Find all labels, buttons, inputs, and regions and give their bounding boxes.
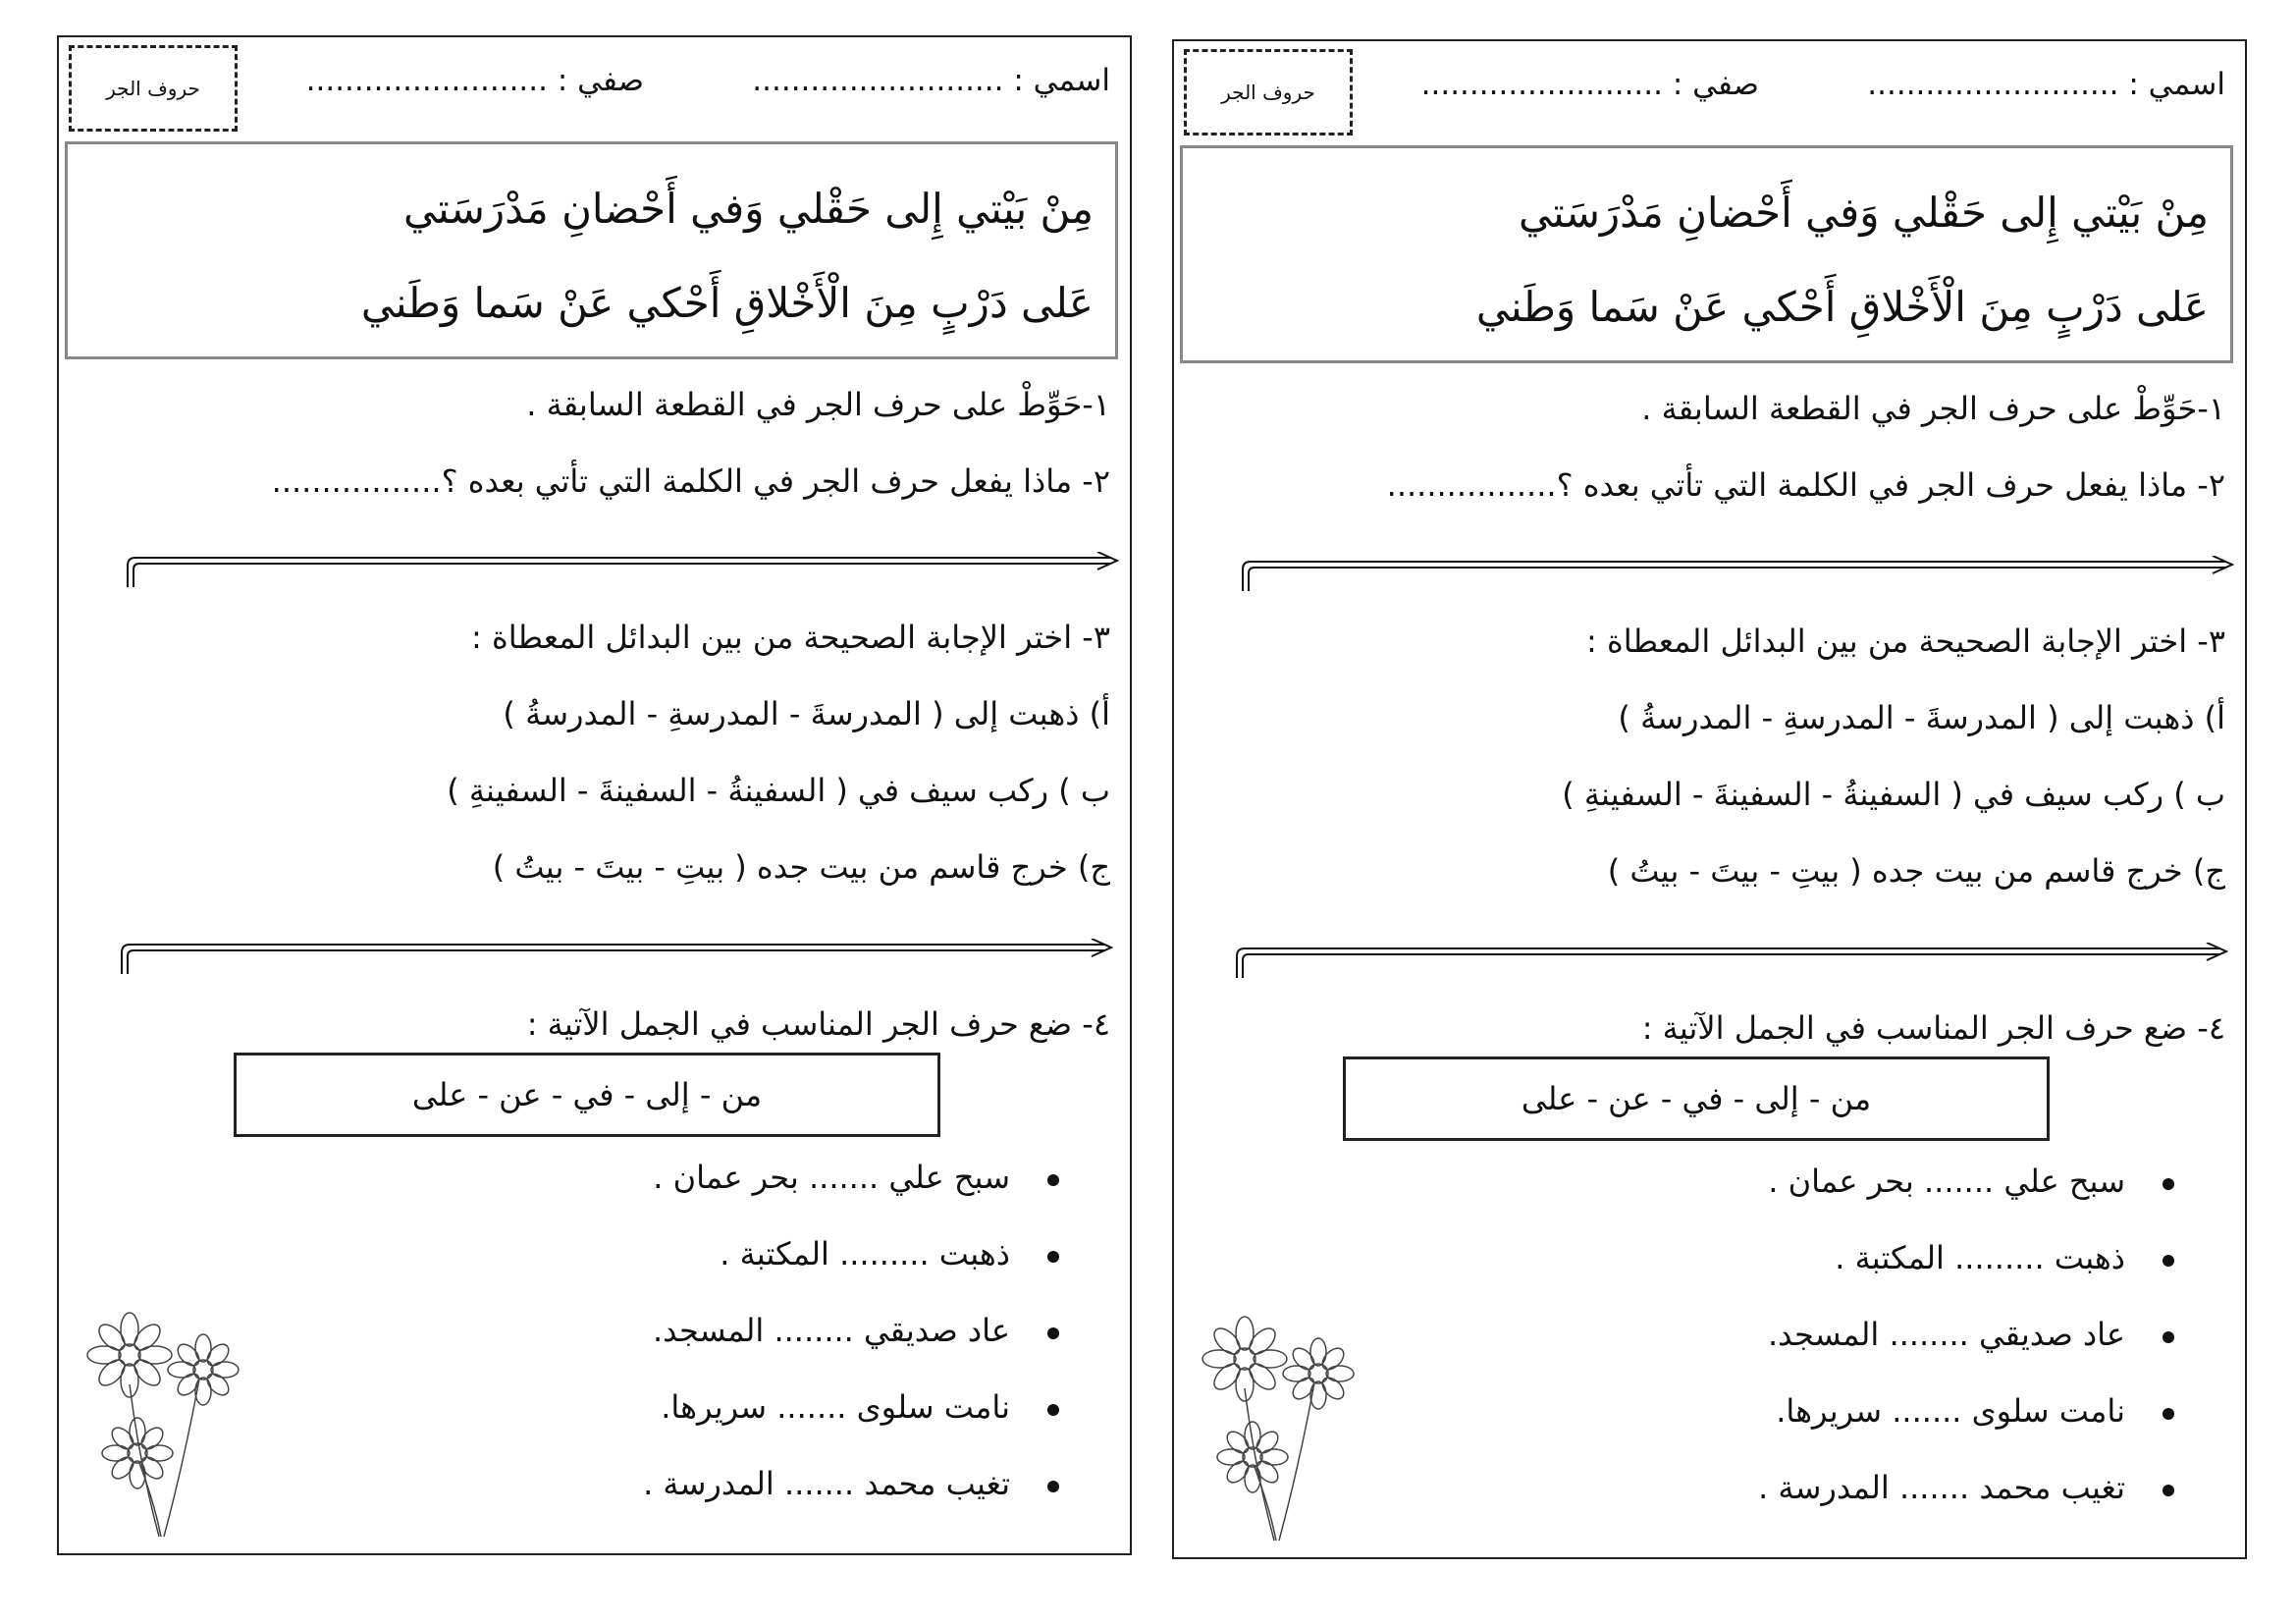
- sentence-item[interactable]: نامت سلوى ....... سريرها.: [643, 1388, 1059, 1465]
- question-1: ١-حَوِّطْ على حرف الجر في القطعة السابقة .: [526, 386, 1110, 423]
- name-field[interactable]: اسمي : ..........................: [752, 63, 1110, 98]
- sentence-item[interactable]: نامت سلوى ....... سريرها.: [1758, 1392, 2174, 1469]
- question-1: ١-حَوِّطْ على حرف الجر في القطعة السابقة .: [1641, 390, 2225, 427]
- word-bank: من - إلى - في - عن - على: [234, 1053, 940, 1137]
- poem-line-1: مِنْ بَيْتي إِلى حَقْلي وَفي أَحْضانِ مَدْرَسَتي: [1519, 189, 2209, 237]
- sentence-item[interactable]: عاد صديقي ........ المسجد.: [1758, 1316, 2174, 1392]
- question-3-c[interactable]: ج) خرج قاسم من بيت جده ( بيتِ - بيتَ - بيتُ ): [492, 848, 1110, 886]
- sentence-item[interactable]: عاد صديقي ........ المسجد.: [643, 1312, 1059, 1388]
- question-2[interactable]: ٢- ماذا يفعل حرف الجر في الكلمة التي تأتي بعده ؟.................: [1386, 466, 2225, 504]
- answer-arrow-1: [120, 552, 1121, 591]
- question-2[interactable]: ٢- ماذا يفعل حرف الجر في الكلمة التي تأتي بعده ؟.................: [271, 462, 1110, 500]
- worksheet-left: [57, 35, 1132, 1555]
- poem-line-2: عَلى دَرْبٍ مِنَ الْأَخْلاقِ أَحْكي عَنْ سَما وَطَني: [1475, 283, 2209, 331]
- question-3-b[interactable]: ب ) ركب سيف في ( السفينةُ - السفينةَ - السفينةِ ): [1562, 776, 2225, 813]
- sentence-item[interactable]: سبح علي ....... بحر عمان .: [1758, 1163, 2174, 1239]
- flower-illustration: [1186, 1300, 1362, 1545]
- answer-arrow-2: [1229, 943, 2230, 982]
- question-4-title: ٤- ضع حرف الجر المناسب في الجمل الآتية :: [526, 1005, 1110, 1043]
- question-4-title: ٤- ضع حرف الجر المناسب في الجمل الآتية :: [1641, 1009, 2225, 1047]
- poem-line-1: مِنْ بَيْتي إِلى حَقْلي وَفي أَحْضانِ مَدْرَسَتي: [403, 185, 1094, 233]
- name-field[interactable]: اسمي : ..........................: [1867, 67, 2225, 102]
- flower-illustration: [71, 1296, 247, 1542]
- sentence-list: [1758, 1163, 2174, 1545]
- question-3-a[interactable]: أ) ذهبت إلى ( المدرسةَ - المدرسةِ - المدرسةُ ): [1618, 699, 2225, 736]
- answer-arrow-1: [1235, 556, 2236, 595]
- worksheet-right: [1172, 39, 2247, 1559]
- topic-tag: حروف الجر: [1184, 49, 1353, 135]
- poem-line-2: عَلى دَرْبٍ مِنَ الْأَخْلاقِ أَحْكي عَنْ سَما وَطَني: [360, 279, 1094, 327]
- question-3-title: ٣- اختر الإجابة الصحيحة من بين البدائل المعطاة :: [1585, 623, 2225, 660]
- answer-arrow-2: [114, 939, 1115, 978]
- question-3-b[interactable]: ب ) ركب سيف في ( السفينةُ - السفينةَ - السفينةِ ): [447, 772, 1110, 809]
- class-field[interactable]: صفي : .........................: [305, 63, 644, 98]
- question-3-c[interactable]: ج) خرج قاسم من بيت جده ( بيتِ - بيتَ - بيتُ ): [1607, 852, 2225, 890]
- sentence-list: [643, 1159, 1059, 1542]
- question-3-title: ٣- اختر الإجابة الصحيحة من بين البدائل المعطاة :: [470, 619, 1110, 656]
- class-field[interactable]: صفي : .........................: [1420, 67, 1759, 102]
- sentence-item[interactable]: تغيب محمد ....... المدرسة .: [1758, 1469, 2174, 1545]
- sentence-item[interactable]: سبح علي ....... بحر عمان .: [643, 1159, 1059, 1235]
- poem-box: [1180, 145, 2233, 363]
- question-3-a[interactable]: أ) ذهبت إلى ( المدرسةَ - المدرسةِ - المدرسةُ ): [503, 695, 1110, 732]
- word-bank: من - إلى - في - عن - على: [1343, 1056, 2050, 1141]
- topic-tag: حروف الجر: [69, 45, 238, 132]
- sentence-item[interactable]: ذهبت ......... المكتبة .: [643, 1235, 1059, 1312]
- sentence-item[interactable]: ذهبت ......... المكتبة .: [1758, 1239, 2174, 1316]
- poem-box: [65, 141, 1118, 359]
- sentence-item[interactable]: تغيب محمد ....... المدرسة .: [643, 1465, 1059, 1542]
